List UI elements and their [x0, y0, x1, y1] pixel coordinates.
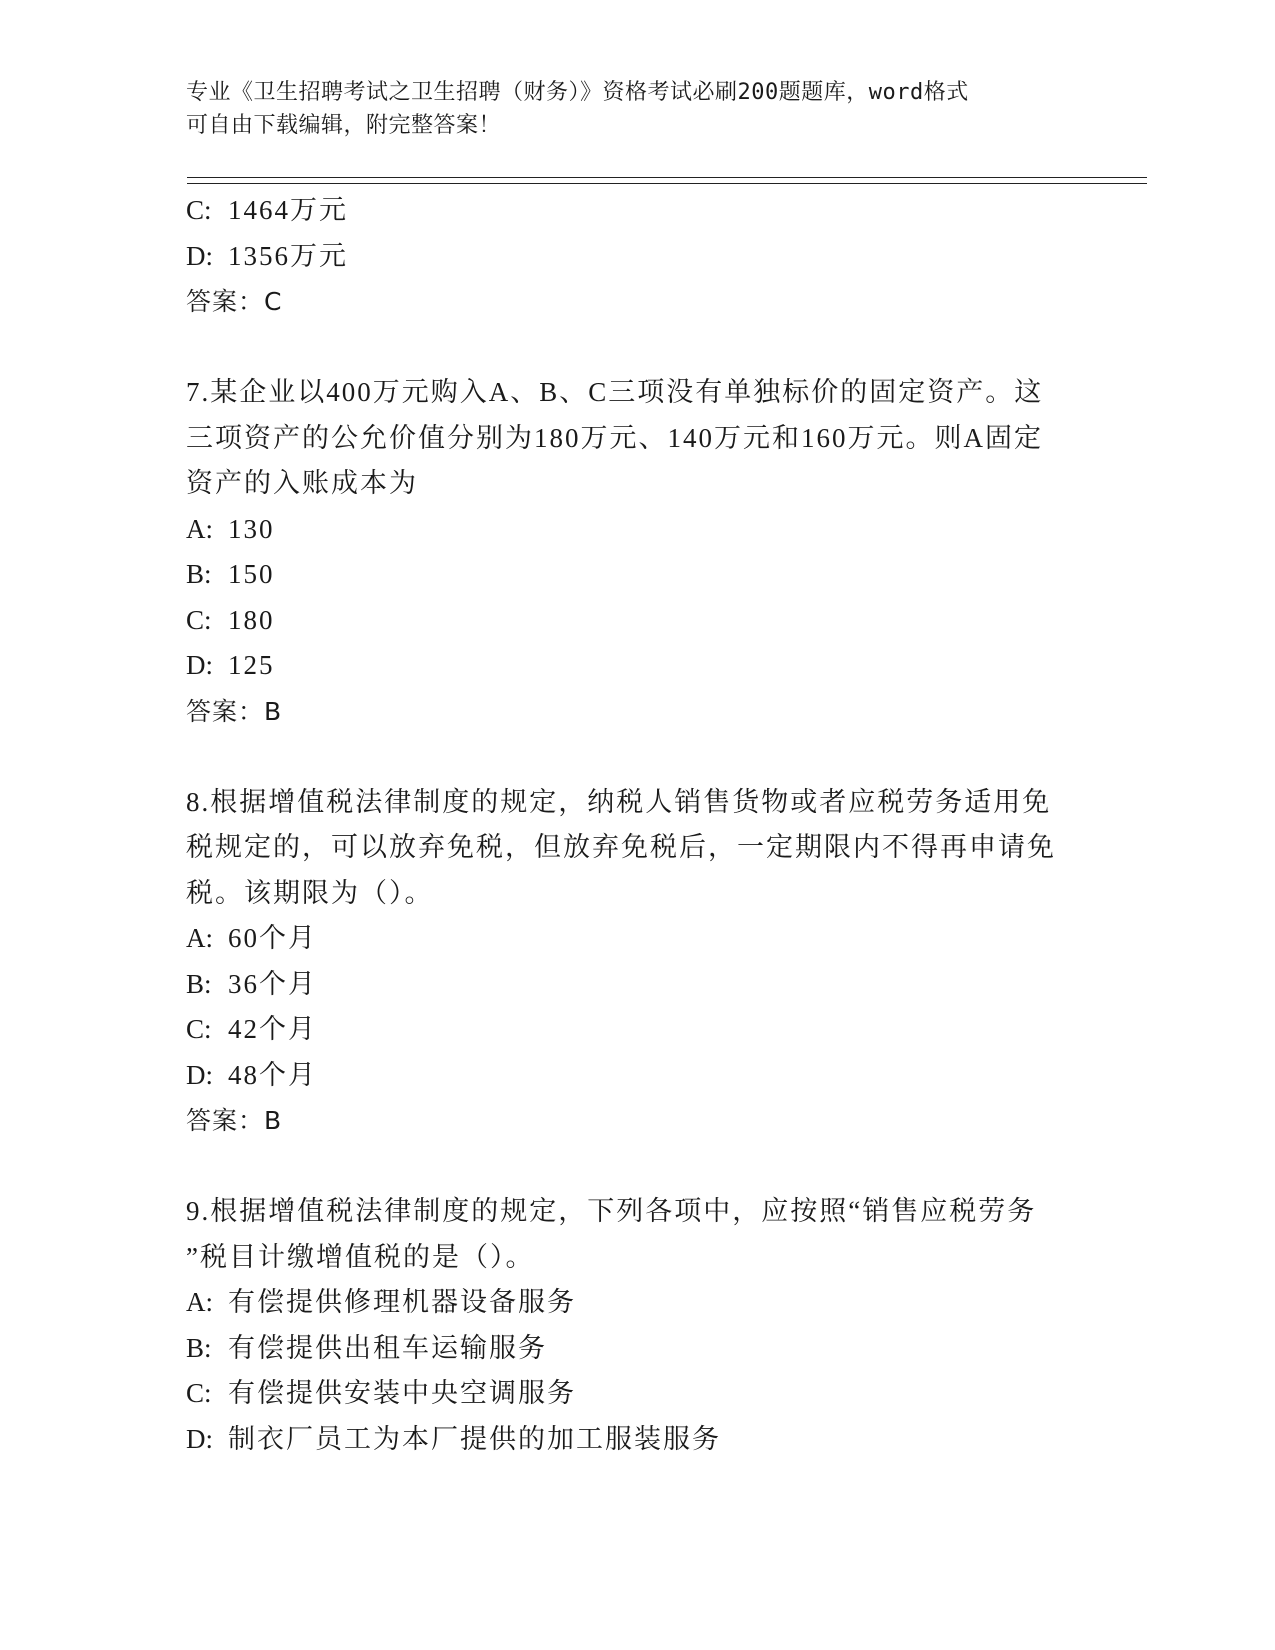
- option-letter: D:: [186, 1423, 213, 1454]
- previous-question-tail: [186, 188, 1086, 325]
- question-stem-line: 资产的入账成本为: [186, 468, 418, 498]
- answer-line: 答案：B: [186, 696, 283, 726]
- question-list: [186, 188, 1086, 1462]
- header-rule-bottom: [187, 183, 1147, 184]
- question-stem-line: 税规定的，可以放弃免税，但放弃免税后，一定期限内不得再申请免: [186, 832, 1056, 862]
- option-text: 150: [228, 559, 275, 589]
- option-text: 制衣厂员工为本厂提供的加工服装服务: [228, 1423, 721, 1454]
- option-d: [186, 234, 1086, 280]
- option-letter: D:: [186, 650, 213, 680]
- option-c: [186, 598, 1086, 644]
- answer-line: 答案：B: [186, 1106, 283, 1135]
- option-letter: B:: [186, 968, 212, 999]
- question-8: [186, 780, 1086, 1144]
- question-stem-line: 7.某企业以400万元购入A、B、C三项没有单独标价的固定资产。这: [186, 377, 1044, 407]
- option-letter: B:: [186, 1332, 212, 1363]
- option-d: [186, 643, 1086, 689]
- option-d: [186, 1053, 1086, 1099]
- option-letter: C:: [186, 1378, 212, 1408]
- option-text: 1464万元: [228, 195, 348, 225]
- option-letter: D:: [186, 240, 213, 271]
- spacer: [186, 1144, 1086, 1190]
- option-c: [186, 1371, 1086, 1417]
- header-title-line-1: 专业《卫生招聘考试之卫生招聘（财务）》资格考试必刷200题题库，word格式: [186, 80, 969, 105]
- question-stem-line: 三项资产的公允价值分别为180万元、140万元和160万元。则A固定: [186, 422, 1043, 453]
- header-title-line-2: 可自由下载编辑，附完整答案！: [186, 113, 502, 138]
- option-c: [186, 1007, 1086, 1053]
- option-a: [186, 1280, 1086, 1326]
- question-9: [186, 1189, 1086, 1462]
- option-letter: C:: [186, 195, 212, 225]
- option-letter: C:: [186, 1014, 212, 1044]
- option-text: 有偿提供修理机器设备服务: [228, 1287, 576, 1317]
- option-a: [186, 916, 1086, 962]
- header-rule-top: [187, 177, 1147, 178]
- option-letter: A:: [186, 513, 213, 544]
- option-text: 125: [228, 650, 275, 680]
- option-letter: B:: [186, 559, 212, 589]
- option-text: 1356万元: [228, 240, 348, 271]
- option-letter: A:: [186, 1287, 213, 1317]
- option-b: [186, 1326, 1086, 1372]
- document-header: [186, 76, 1086, 142]
- option-text: 有偿提供安装中央空调服务: [228, 1378, 576, 1408]
- spacer: [186, 734, 1086, 780]
- spacer: [186, 325, 1086, 371]
- question-stem-line: 8.根据增值税法律制度的规定，纳税人销售货物或者应税劳务适用免: [186, 786, 1052, 817]
- answer-line: 答案：C: [186, 287, 283, 316]
- option-d: [186, 1417, 1086, 1463]
- option-text: 130: [228, 513, 275, 544]
- question-stem-line: ”税目计缴增值税的是（）。: [186, 1241, 535, 1272]
- question-stem-line: 税。该期限为（）。: [186, 877, 434, 908]
- question-stem-line: 9.根据增值税法律制度的规定，下列各项中，应按照“销售应税劳务: [186, 1196, 1037, 1226]
- option-text: 42个月: [228, 1014, 317, 1044]
- option-letter: C:: [186, 604, 212, 635]
- option-text: 180: [228, 604, 275, 635]
- option-c: [186, 188, 1086, 234]
- option-b: [186, 552, 1086, 598]
- option-text: 48个月: [228, 1059, 317, 1090]
- option-letter: D:: [186, 1059, 213, 1090]
- option-text: 36个月: [228, 968, 317, 999]
- option-text: 有偿提供出租车运输服务: [228, 1332, 547, 1363]
- option-letter: A:: [186, 923, 213, 953]
- option-a: [186, 507, 1086, 553]
- option-b: [186, 962, 1086, 1008]
- question-7: [186, 370, 1086, 734]
- option-text: 60个月: [228, 923, 317, 953]
